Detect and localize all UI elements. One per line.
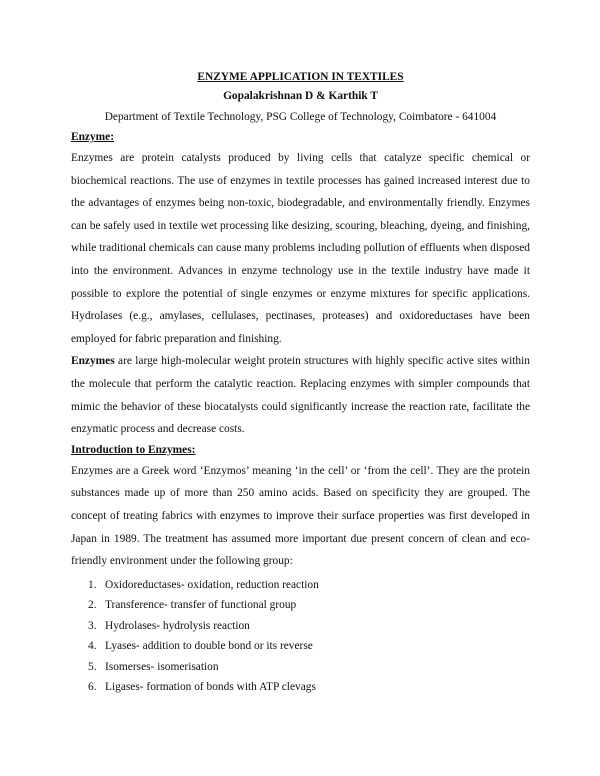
list-item [71, 616, 530, 637]
list-item [71, 575, 530, 596]
list-item-text: Ligases- formation of bonds with ATP clevags [105, 681, 316, 694]
list-item [71, 657, 530, 678]
introduction-paragraph: Enzymes are a Greek word ‘Enzymos’ meaning ‘in the cell’ or ‘from the cell’. They are the protein substances made up of more than 250 amino acids. Based on specificity they are grouped. The concept of treating fabrics with enzymes to improve their surface properties was first developed in Japan in 1989. The treatment has assumed more important due present concern of clean and eco-friendly environment under the following group: [71, 464, 530, 568]
list-item-number: 3. [88, 619, 97, 632]
document-authors: Gopalakrishnan D & Karthik T [223, 90, 378, 102]
document-title: ENZYME APPLICATION IN TEXTILES [197, 71, 404, 83]
list-item [71, 595, 530, 616]
enzyme-paragraph-2 [71, 350, 530, 440]
list-item-text: Lyases- addition to double bond or its reverse [105, 640, 313, 653]
list-item-text: Hydrolases- hydrolysis reaction [105, 619, 250, 632]
list-item [71, 677, 530, 698]
enzyme-paragraph-2-lead: Enzymes [71, 355, 115, 368]
list-item-number: 5. [88, 660, 97, 673]
list-item-number: 1. [88, 578, 97, 591]
enzyme-paragraph-1: Enzymes are protein catalysts produced by living cells that catalyze specific chemical or biochemical reactions. The use of enzymes in textile processes has gained increased interest due to the advantages of enzymes being non-toxic, biodegradable, and environmentally friendly. Enzymes can be safely used in textile wet processing like desizing, scouring, bleaching, dyeing, and finishing, while traditional chemicals can cause many problems including pollution of effluents when disposed into the environment. Advances in enzyme technology use in the textile industry have made it possible to explore the potential of single enzymes or enzyme mixtures for specific applications. Hydrolases (e.g., amylases, cellulases, pectinases, proteases) and oxidoreductases have been employed for fabric preparation and finishing. [71, 152, 530, 345]
document-affiliation: Department of Textile Technology, PSG College of Technology, Coimbatore - 641004 [104, 111, 497, 123]
list-item-text: Oxidoreductases- oxidation, reduction reaction [105, 578, 319, 591]
enzyme-group-list [71, 575, 530, 698]
section-heading-enzyme: Enzyme: [71, 131, 115, 143]
list-item-text: Isomerses- isomerisation [105, 660, 219, 673]
list-item-number: 2. [88, 599, 97, 612]
enzyme-paragraph-2-body: are large high-molecular weight protein structures with highly specific active sites within the molecule that perform the catalytic reaction. Replacing enzymes with simpler compounds that mimic the behavior of these biocatalysts could significantly increase the reaction rate, facilitate the enzymatic process and decrease costs. [71, 355, 530, 436]
list-item-text: Transference- transfer of functional group [105, 599, 297, 612]
list-item [71, 636, 530, 657]
section-heading-introduction: Introduction to Enzymes: [71, 443, 196, 456]
list-item-number: 4. [88, 640, 97, 653]
list-item-number: 6. [88, 681, 97, 694]
